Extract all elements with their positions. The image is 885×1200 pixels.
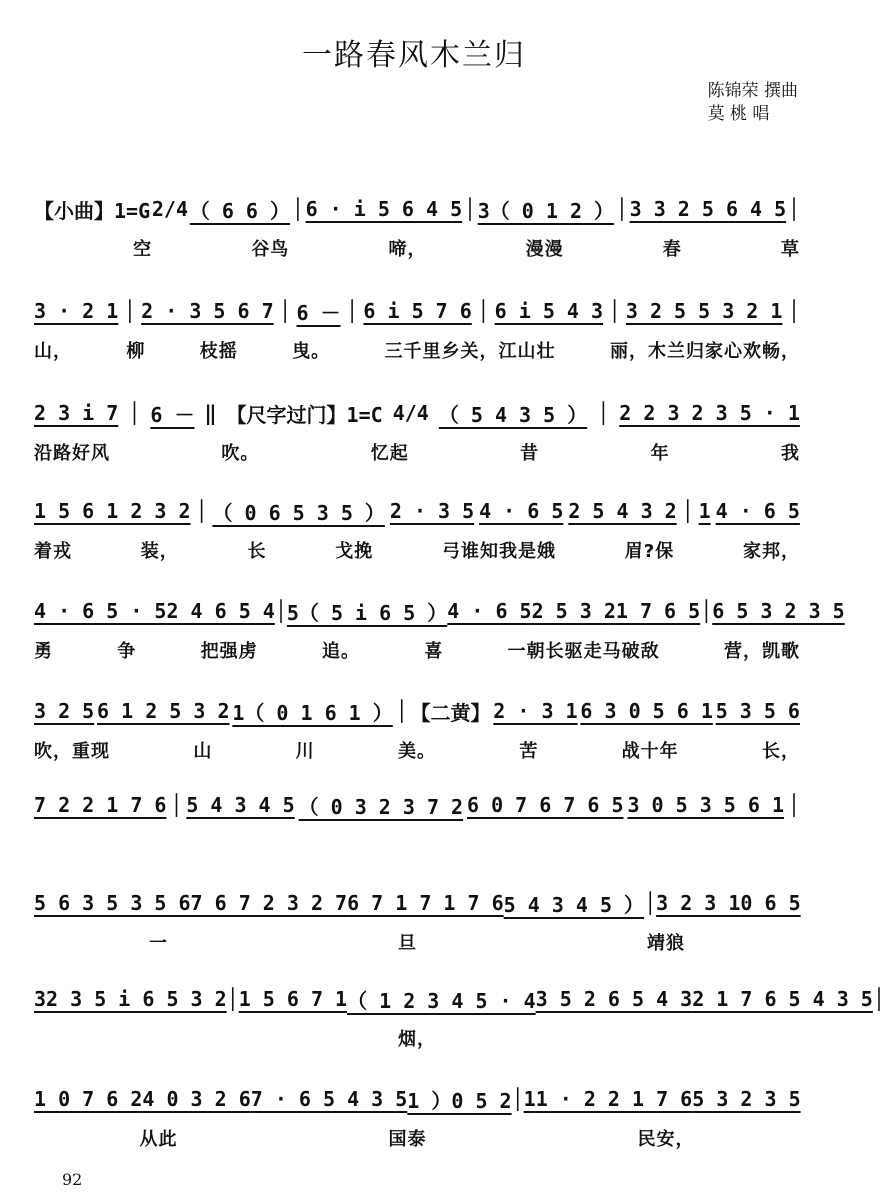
bar-line: │ bbox=[608, 299, 621, 323]
note-group: 2 3 5 i 6 5 3 2 bbox=[46, 987, 227, 1011]
lyric-text: 弓谁知我是娥 bbox=[442, 541, 556, 562]
lyric-text: 昔 bbox=[520, 443, 540, 464]
notation-line bbox=[34, 492, 800, 530]
lyric-text: 苦 bbox=[519, 741, 539, 762]
note-group: （ 1 2 3 4 5 · 4 bbox=[347, 988, 536, 1013]
lyric-text: 国泰 bbox=[388, 1129, 427, 1150]
note-group: 2 3 i 7 bbox=[34, 401, 119, 425]
lyric-text: 长， bbox=[761, 741, 800, 762]
note-group: 1（ 0 1 6 1 ） bbox=[232, 700, 393, 725]
lyric-text: 草 bbox=[780, 239, 800, 260]
notation-line bbox=[34, 592, 845, 630]
bar-line: │ bbox=[195, 499, 208, 523]
lyric-text: 枝摇 bbox=[199, 341, 238, 362]
note-group: 1 0 7 6 2 bbox=[34, 1087, 143, 1111]
bar-line: │ bbox=[226, 987, 239, 1011]
bar-line: │ bbox=[170, 793, 183, 817]
lyrics-line bbox=[34, 1024, 800, 1052]
bar-line: │ bbox=[128, 401, 141, 425]
lyrics-line bbox=[34, 736, 800, 764]
note-group: 3 2 5 5 3 2 1 bbox=[625, 299, 783, 323]
bar-line: │ bbox=[644, 891, 657, 915]
lyric-text: 曳。 bbox=[292, 341, 331, 362]
lyric-text: 吹。 bbox=[221, 443, 260, 464]
lyrics-line bbox=[34, 636, 800, 664]
lyric-text: 美。 bbox=[397, 741, 436, 762]
note-group: 2 4 6 5 4 bbox=[166, 599, 275, 623]
note-group: 7 6 7 2 3 2 7 bbox=[190, 891, 348, 915]
credits bbox=[708, 80, 798, 126]
lyric-text: 丽，木兰归家心欢畅， bbox=[609, 341, 800, 362]
lyric-text: 忆起 bbox=[370, 443, 409, 464]
music-system bbox=[34, 592, 845, 664]
lyric-text: 啼， bbox=[388, 239, 427, 260]
song-title: 一路春风木兰归 bbox=[302, 38, 526, 73]
note-group: 4 · 6 5 bbox=[447, 599, 532, 623]
lyric-text: 漫漫 bbox=[525, 239, 564, 260]
bar-line: │ bbox=[274, 599, 287, 623]
note-group: （ 0 6 5 3 5 ） bbox=[212, 500, 385, 525]
composer-credit: 陈锦荣 撰曲 bbox=[707, 81, 798, 101]
lyric-text: 山 bbox=[193, 741, 213, 762]
lyric-text: 烟， bbox=[398, 1029, 436, 1050]
note-group: 2 5 3 2 bbox=[531, 599, 616, 623]
note-group: 1 bbox=[698, 499, 711, 523]
lyric-text: 柳 bbox=[126, 341, 146, 362]
note-group: 3 0 5 3 5 6 1 bbox=[627, 793, 784, 817]
note-group: 6 i 5 7 6 bbox=[363, 299, 472, 323]
note-group: 2 2 3 2 3 5 · 1 bbox=[619, 401, 800, 425]
music-system bbox=[34, 292, 800, 364]
note-group: 5 3 2 3 5 bbox=[692, 1087, 801, 1111]
note-group: 1 · 2 2 1 7 6 bbox=[535, 1087, 693, 1111]
notation-line bbox=[34, 1080, 800, 1118]
note-group: 2 1 7 6 5 4 3 5 bbox=[692, 987, 873, 1011]
lyric-text: 长 bbox=[247, 541, 267, 562]
bar-line: │ bbox=[787, 197, 800, 221]
lyric-text: 从此 bbox=[139, 1129, 178, 1150]
lyric-text: 年 bbox=[650, 443, 670, 464]
music-system bbox=[34, 1080, 800, 1152]
note-group: 5（ 5 i 6 5 ） bbox=[286, 600, 448, 625]
note-group: 2 5 4 3 2 bbox=[568, 499, 677, 523]
music-system bbox=[34, 884, 800, 956]
note-group: 6 1 2 5 3 2 bbox=[97, 699, 230, 723]
music-system bbox=[34, 692, 800, 764]
note-group: 4 0 3 2 6 bbox=[142, 1087, 251, 1111]
note-group: 0 6 5 bbox=[740, 891, 801, 915]
note-group: 2/4 bbox=[151, 197, 189, 221]
section-label: 【二黄】 bbox=[410, 700, 491, 725]
note-group: 6 5 3 2 3 5 bbox=[712, 599, 845, 623]
note-group: 2 · 3 1 bbox=[493, 699, 578, 723]
note-group: 3 5 2 6 5 4 3 bbox=[535, 987, 693, 1011]
lyric-text: 着戎 bbox=[34, 541, 72, 562]
lyric-text: 喜 bbox=[424, 641, 444, 662]
lyrics-line bbox=[34, 1124, 800, 1152]
notation-line bbox=[34, 884, 800, 922]
lyric-text: 戈挽 bbox=[335, 541, 374, 562]
notation-line bbox=[34, 292, 800, 330]
lyric-text: 吹，重现 bbox=[34, 741, 110, 762]
bar-line: │ bbox=[700, 599, 713, 623]
lyric-text: 装， bbox=[140, 541, 179, 562]
note-group: 6 3 0 5 6 1 bbox=[580, 699, 713, 723]
lyrics-line bbox=[34, 536, 800, 564]
singer-credit: 莫 桃 唱 bbox=[707, 104, 770, 124]
note-group: 6 － bbox=[150, 402, 195, 427]
bar-line: │ bbox=[463, 197, 476, 221]
note-group: 1 7 6 5 bbox=[615, 599, 701, 623]
note-group: 2 · 3 5 6 7 bbox=[141, 299, 274, 323]
notation-line bbox=[34, 394, 800, 432]
lyric-text: 春 bbox=[662, 239, 682, 260]
note-group: 7 2 2 1 7 6 bbox=[34, 793, 167, 817]
lyrics-line bbox=[34, 336, 800, 364]
lyric-text: 川 bbox=[295, 741, 315, 762]
note-group: 3 3 2 5 6 4 5 bbox=[629, 197, 787, 221]
note-group: 1 5 6 7 1 bbox=[238, 987, 348, 1011]
music-system bbox=[34, 492, 800, 564]
lyric-text: 沿路好风 bbox=[34, 443, 110, 464]
note-group: 6 i 5 4 3 bbox=[494, 299, 604, 323]
lyrics-line bbox=[34, 438, 800, 466]
bar-line: │ bbox=[787, 299, 800, 323]
note-group: 4 · 6 5 bbox=[715, 499, 800, 523]
section-label: 【尺字过门】1=C bbox=[226, 402, 383, 427]
note-group: 3 2 5 bbox=[34, 699, 95, 723]
bar-line: │ bbox=[787, 793, 800, 817]
note-group: 1 5 6 1 2 3 2 bbox=[34, 499, 191, 523]
bar-line: │ bbox=[291, 197, 304, 221]
lyrics-line bbox=[34, 234, 800, 262]
lyric-text: 山， bbox=[34, 341, 72, 362]
lyric-text: 营，凯歌 bbox=[723, 641, 800, 662]
bar-line: │ bbox=[395, 699, 408, 723]
lyric-text: 战十年 bbox=[621, 741, 679, 762]
lyric-text: 勇 bbox=[34, 641, 53, 662]
page-number: 92 bbox=[62, 1170, 83, 1189]
bar-line: ‖ bbox=[204, 401, 217, 425]
notation-line bbox=[34, 692, 800, 730]
lyric-text: 一 bbox=[149, 933, 168, 954]
lyric-text: 争 bbox=[117, 641, 137, 662]
lyric-text: 三千里乡关，江山壮 bbox=[384, 341, 556, 362]
note-group: 1 bbox=[523, 1087, 536, 1111]
note-group: 5 6 3 5 3 5 6 bbox=[34, 891, 191, 915]
notation-line bbox=[34, 980, 885, 1018]
notation-line bbox=[34, 786, 800, 824]
note-group: 4 · 6 5 · 5 bbox=[34, 599, 167, 623]
note-group: 6 · i 5 6 4 5 bbox=[305, 197, 463, 221]
notation-line bbox=[34, 190, 800, 228]
note-group: 4 · 6 5 bbox=[479, 499, 564, 523]
lyric-text: 追。 bbox=[321, 641, 360, 662]
note-group: 3 2 3 1 bbox=[656, 891, 741, 915]
bar-line: │ bbox=[123, 299, 136, 323]
lyric-text: 眉?保 bbox=[624, 541, 675, 562]
music-system bbox=[34, 190, 800, 262]
note-group: 6 0 7 6 7 6 5 bbox=[467, 793, 624, 817]
lyric-text: 民安， bbox=[637, 1129, 695, 1150]
bar-line: │ bbox=[615, 197, 628, 221]
bar-line: │ bbox=[681, 499, 694, 523]
lyric-text: 空 bbox=[133, 239, 153, 260]
note-group: 3 · 2 1 bbox=[34, 299, 119, 323]
note-group: 3 bbox=[34, 987, 47, 1011]
section-label: 【小曲】1=G bbox=[34, 198, 151, 223]
bar-line: │ bbox=[511, 1087, 524, 1111]
note-group: 6 7 1 7 1 7 6 bbox=[347, 891, 504, 915]
lyrics-line bbox=[34, 928, 800, 956]
note-group: 4/4 bbox=[392, 401, 429, 425]
lyric-text: 我 bbox=[780, 443, 800, 464]
note-group: 1 ）0 5 2 bbox=[407, 1088, 512, 1113]
lyric-text: 一朝长驱走马破敌 bbox=[507, 641, 660, 662]
note-group: 2 · 3 5 bbox=[389, 499, 475, 523]
note-group: 5 3 5 6 bbox=[715, 699, 800, 723]
lyric-text: 旦 bbox=[398, 933, 417, 954]
music-system bbox=[34, 394, 800, 466]
music-system bbox=[34, 980, 885, 1052]
bar-line: │ bbox=[872, 987, 885, 1011]
bar-line: │ bbox=[597, 401, 610, 425]
lyric-text: 家邦， bbox=[742, 541, 800, 562]
music-system bbox=[34, 786, 800, 824]
note-group: （ 5 4 3 5 ） bbox=[438, 402, 588, 427]
lyric-text: 谷鸟 bbox=[251, 239, 290, 260]
lyric-text: 靖狼 bbox=[647, 933, 685, 954]
note-group: （ 0 3 2 3 7 2 bbox=[298, 794, 464, 819]
bar-line: │ bbox=[279, 299, 292, 323]
bar-line: │ bbox=[345, 299, 359, 323]
note-group: 3（ 0 1 2 ） bbox=[477, 198, 615, 223]
note-group: 5 4 3 4 5 bbox=[186, 793, 295, 817]
note-group: 5 4 3 4 5 ） bbox=[503, 892, 645, 917]
bar-line: │ bbox=[477, 299, 490, 323]
note-group: 7 · 6 5 4 3 5 bbox=[250, 1087, 408, 1111]
note-group: （ 6 6 ） bbox=[189, 198, 290, 223]
lyric-text: 把强虏 bbox=[200, 641, 258, 662]
note-group: 6 － bbox=[296, 300, 341, 325]
